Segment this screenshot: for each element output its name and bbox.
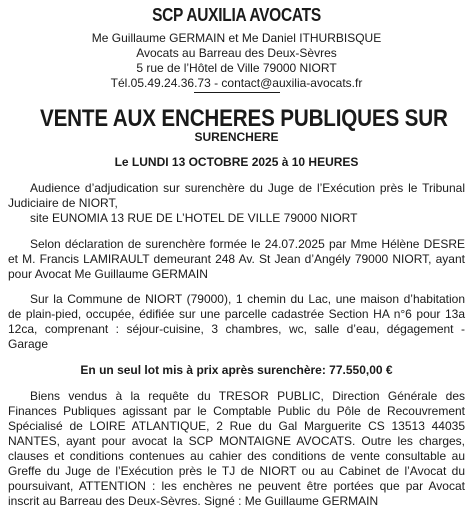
firm-details	[8, 31, 465, 91]
audience-section	[8, 181, 465, 226]
separator-rule	[194, 92, 280, 93]
conditions-paragraph: Biens vendus à la requête du TRESOR PUBLIC, Direction Générale des Finances Publiques agissant par le Comptable Public du Pôle de Recouvrement Spécialisé de LOIRE ATLANTIQUE, 2 Rue du Gal Marguerite CS 13513 44035 NANTES, ayant pour avocat la SCP MONTAIGNE AVOCATS. Outre les charges, clauses et conditions contenues au cahier des conditions de vente consultable au Greffe du Juge de l’Exécution près le TJ de NIORT ou au Cabinet de l’Avocat du poursuivant, ATTENTION : les enchères ne peuvent être portées que par Avocat inscrit au Barreau des Deux-Sèvres. Signé : Me Guillaume GERMAIN	[8, 389, 465, 508]
notice-subtitle: SURENCHERE	[194, 130, 279, 144]
auction-date: Le LUNDI 13 OCTOBRE 2025 à 10 HEURES	[114, 155, 359, 169]
audience-venue: site EUNOMIA 13 RUE DE L’HOTEL DE VILLE 79000 NIORT	[30, 211, 358, 225]
reserve-price: En un seul lot mis à prix après surenchère: 77.550,00 €	[80, 363, 393, 377]
firm-address: 5 rue de l’Hôtel de Ville 79000 NIORT	[136, 61, 337, 75]
firm-bar: Avocats au Barreau des Deux-Sèvres	[136, 46, 337, 60]
firm-lawyers: Me Guillaume GERMAIN et Me Daniel ITHURBISQUE	[91, 31, 382, 45]
property-paragraph: Sur la Commune de NIORT (79000), 1 chemin du Lac, une maison d’habitation de plain-pied, occupée, édifiée sur une parcelle cadastrée Section HA n°6 pour 13a 12ca, comprenant : séjour-cuisine, 3 chambres, wc, salle d’eau, dégagement - Garage	[8, 292, 465, 351]
firm-name: SCP AUXILIA AVOCATS	[152, 5, 321, 25]
notice-title: VENTE AUX ENCHERES PUBLIQUES SUR	[39, 105, 448, 132]
audience-text: Audience d’adjudication sur surenchère du Juge de l’Exécution près le Tribunal Judiciaire de NIORT,	[8, 181, 465, 210]
firm-contact: Tél.05.49.24.36.73 - contact@auxilia-avocats.fr	[110, 76, 363, 90]
declaration-paragraph: Selon déclaration de surenchère formée le 24.07.2025 par Mme Hélène DESRE et M. Francis LAMIRAULT demeurant 248 Av. St Jean d’Angély 79000 NIORT, ayant pour Avocat Me Guillaume GERMAIN	[8, 237, 465, 281]
